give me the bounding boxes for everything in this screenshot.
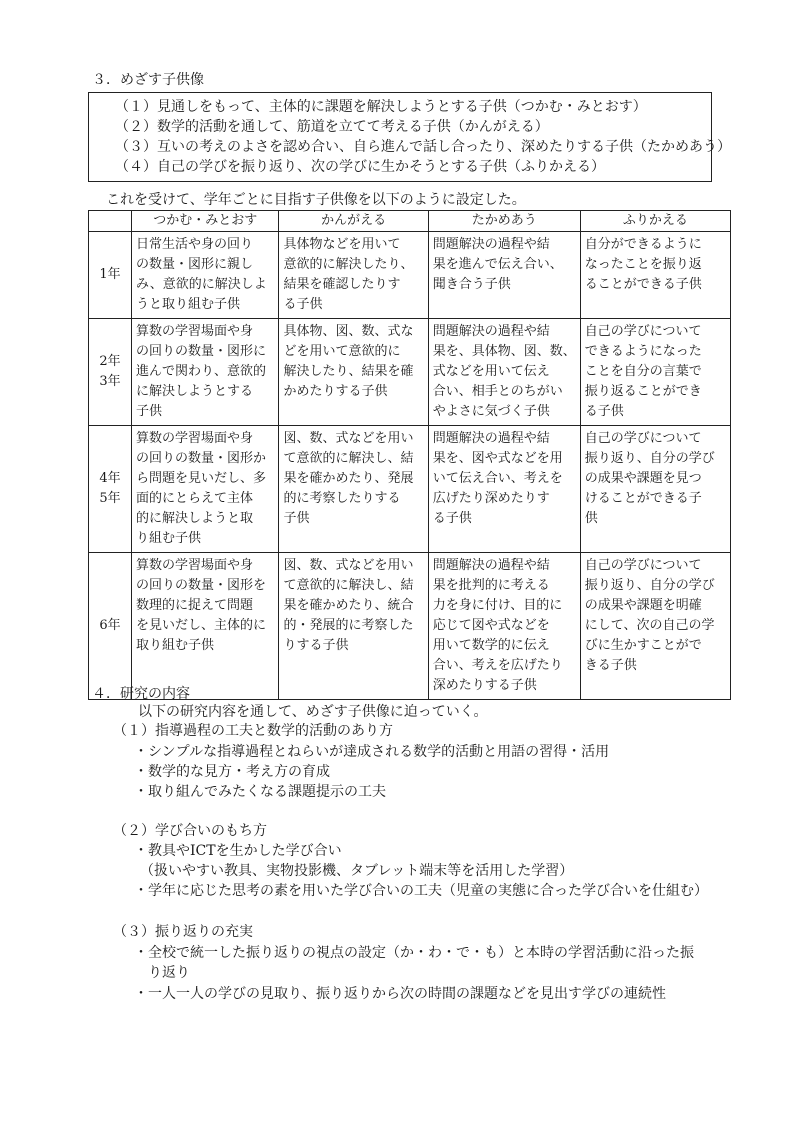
goal-4: （４）自己の学びを振り返り、次の学びに生かそうとする子供（ふりかえる） [115, 159, 605, 175]
item-2-bullet: （扱いやすい教具、実物投影機、タブレット端末等を活用した学習） [140, 863, 574, 879]
table-cell [428, 426, 580, 553]
cell-line: にして、次の自己の学 [584, 618, 715, 633]
grade-label: 5年 [99, 491, 121, 506]
grade-label: 6年 [99, 618, 121, 633]
table-cell [131, 426, 278, 553]
cell-line: 応じて図や式などを [432, 618, 550, 633]
table-cell [580, 319, 730, 426]
goal-2: （２）数学的活動を通して、筋道を立てて考える子供（かんがえる） [115, 119, 549, 135]
item-1-title: （１）指導過程の工夫と数学的活動のあり方 [113, 723, 393, 739]
cell-line: る子供 [432, 511, 472, 526]
item-3-title: （３）振り返りの充実 [113, 924, 253, 940]
table-cell [428, 553, 580, 700]
grade-label: 1年 [99, 267, 121, 282]
cell-line: けることができる子 [584, 491, 702, 506]
cell-line: の成果や課題を明確 [584, 598, 702, 613]
grade-label: 3年 [99, 374, 121, 389]
goal-1: （１）見通しをもって、主体的に課題を解決しようとする子供（つかむ・みとおす） [115, 99, 647, 115]
cell-line: 広げたり深めたりす [432, 491, 550, 506]
cell-line: 自己の学びについて [584, 431, 702, 446]
grade-cell [89, 553, 132, 700]
table-cell [279, 319, 428, 426]
item-1-bullet: ・シンプルな指導過程とねらいが達成される数学的活動と用語の習得・活用 [134, 744, 610, 760]
cell-line: の数量・図形に親し [135, 257, 253, 272]
cell-line: 自己の学びについて [584, 558, 702, 573]
section-3-heading: ３．めざす子供像 [92, 72, 204, 88]
cell-line: 算数の学習場面や身 [135, 431, 253, 446]
cell-line: る子供 [283, 297, 323, 312]
cell-line: 振り返り、自分の学び [584, 451, 715, 466]
cell-line: 力を身に付け、目的に [432, 598, 563, 613]
cell-line: 自己の学びについて [584, 324, 702, 339]
cell-line: 的に解決しようと取 [135, 511, 253, 526]
table-cell [279, 426, 428, 553]
cell-line: を見いだし、主体的に [135, 618, 266, 633]
cell-line: ことを自分の言葉で [584, 364, 702, 379]
cell-line: る子供 [584, 404, 624, 419]
cell-line: 聞き合う子供 [432, 277, 511, 292]
grade-cell [89, 319, 132, 426]
cell-line: 子供 [283, 511, 310, 526]
cell-line: 用いて数学的に伝え [432, 638, 550, 653]
cell-line: の回りの数量・図形か [135, 451, 266, 466]
cell-line: 算数の学習場面や身 [135, 558, 253, 573]
cell-line: 取り組む子供 [135, 638, 214, 653]
table-cell [279, 553, 428, 700]
cell-line: きる子供 [584, 658, 637, 673]
table-cell [279, 232, 428, 319]
cell-line: できるようになった [584, 344, 702, 359]
cell-line: 供 [584, 511, 598, 526]
cell-line: 図、数、式などを用い [283, 431, 414, 446]
item-3-bullet: ・全校で統一した振り返りの視点の設定（か・わ・で・も）と本時の学習活動に沿った振 [134, 945, 694, 961]
cell-line: かめたりする子供 [283, 384, 388, 399]
cell-line: 問題解決の過程や結 [432, 324, 550, 339]
cell-line: に解決しようとする [135, 384, 253, 399]
goals-box [88, 92, 731, 182]
table-cell [131, 232, 278, 319]
table-cell [428, 232, 580, 319]
cell-line: 果を、図や式などを用 [432, 451, 563, 466]
cell-line: の回りの数量・図形に [135, 344, 266, 359]
cell-line: の成果や課題を見つ [584, 471, 702, 486]
cell-line: ることができる子供 [584, 277, 702, 292]
cell-line: 問題解決の過程や結 [432, 558, 550, 573]
header-cell: つかむ・みとおす [131, 211, 278, 232]
cell-line: いて伝え合い、考えを [432, 471, 563, 486]
header-cell: ふりかえる [580, 211, 730, 232]
cell-line: 式などを用いて伝え [432, 364, 550, 379]
cell-line: びに生かすことがで [584, 638, 702, 653]
cell-line: 深めたりする子供 [432, 678, 537, 693]
item-2-title: （２）学び合いのもち方 [113, 823, 267, 839]
cell-line: て意欲的に解決し、結 [283, 578, 414, 593]
table-cell [428, 319, 580, 426]
cell-line: 意欲的に解決したり、 [283, 257, 414, 272]
cell-line: 結果を確認したりす [283, 277, 401, 292]
header-cell: たかめあう [428, 211, 580, 232]
cell-line: 問題解決の過程や結 [432, 237, 550, 252]
item-2-bullet: ・学年に応じた思考の素を用いた学び合いの工夫（児童の実態に合った学び合いを仕組む） [134, 883, 708, 899]
cell-line: 果を、具体物、図、数、 [432, 344, 576, 359]
item-3-bullet: ・一人一人の学びの見取り、振り返りから次の時間の課題などを見出す学びの連続性 [134, 986, 666, 1002]
cell-line: の回りの数量・図形を [135, 578, 266, 593]
grade-label: 2年 [99, 354, 121, 369]
table-cell [131, 319, 278, 426]
header-cell [89, 211, 132, 232]
cell-line: 子供 [135, 404, 162, 419]
cell-line: どを用いて意欲的に [283, 344, 401, 359]
cell-line: うと取り組む子供 [135, 297, 240, 312]
table-row [89, 426, 731, 553]
cell-line: 合い、相手とのちがい [432, 384, 563, 399]
cell-line: 振り返り、自分の学び [584, 578, 715, 593]
cell-line: 振り返ることができ [584, 384, 702, 399]
table-cell [580, 553, 730, 700]
grade-cell [89, 232, 132, 319]
header-cell: かんがえる [279, 211, 428, 232]
cell-line: なったことを振り返 [584, 257, 702, 272]
section-4-intro: 以下の研究内容を通して、めざす子供像に迫っていく。 [138, 704, 488, 720]
cell-line: て意欲的に解決し、結 [283, 451, 414, 466]
table-row [89, 319, 731, 426]
cell-line: 果を確かめたり、統合 [283, 598, 414, 613]
table-row [89, 553, 731, 700]
cell-line: 日常生活や身の回り [135, 237, 253, 252]
cell-line: 具体物などを用いて [283, 237, 401, 252]
cell-line: 数理的に捉えて問題 [135, 598, 253, 613]
cell-line: 解決したり、結果を確 [283, 364, 414, 379]
cell-line: 図、数、式などを用い [283, 558, 414, 573]
item-1-bullet: ・取り組んでみたくなる課題提示の工夫 [134, 784, 386, 800]
cell-line: やよさに気づく子供 [432, 404, 550, 419]
cell-line: 果を進んで伝え合い、 [432, 257, 563, 272]
grade-label: 4年 [99, 471, 121, 486]
cell-line: 果を批判的に考える [432, 578, 550, 593]
cell-line: 的・発展的に考察した [283, 618, 414, 633]
grade-cell [89, 426, 132, 553]
table-intro: これを受けて、学年ごとに目指す子供像を以下のように設定した。 [106, 192, 526, 208]
cell-line: 合い、考えを広げたり [432, 658, 563, 673]
cell-line: ら問題を見いだし、多 [135, 471, 266, 486]
table-row [89, 232, 731, 319]
cell-line: み、意欲的に解決しよ [135, 277, 267, 292]
table-header-row [89, 211, 731, 232]
cell-line: 算数の学習場面や身 [135, 324, 253, 339]
cell-line: 問題解決の過程や結 [432, 431, 550, 446]
table-cell [580, 426, 730, 553]
item-3-bullet: り返り [148, 965, 190, 981]
cell-line: 的に考察したりする [283, 491, 401, 506]
grade-goals-table [88, 210, 731, 700]
cell-line: 自分ができるように [584, 237, 702, 252]
cell-line: 面的にとらえて主体 [135, 491, 253, 506]
table-cell [580, 232, 730, 319]
item-2-bullet: ・教具やICTを生かした学び合い [134, 843, 342, 859]
cell-line: り組む子供 [135, 531, 201, 546]
section-4-heading: ４．研究の内容 [92, 686, 190, 702]
table-cell [131, 553, 278, 700]
cell-line: 具体物、図、数、式な [283, 324, 414, 339]
cell-line: りする子供 [283, 638, 349, 653]
item-1-bullet: ・数学的な見方・考え方の育成 [134, 764, 330, 780]
cell-line: 果を確かめたり、発展 [283, 471, 414, 486]
goal-3: （３）互いの考えのよさを認め合い、自ら進んで話し合ったり、深めたりする子供（たかめあう） [115, 139, 731, 155]
cell-line: 進んで関わり、意欲的 [135, 364, 266, 379]
